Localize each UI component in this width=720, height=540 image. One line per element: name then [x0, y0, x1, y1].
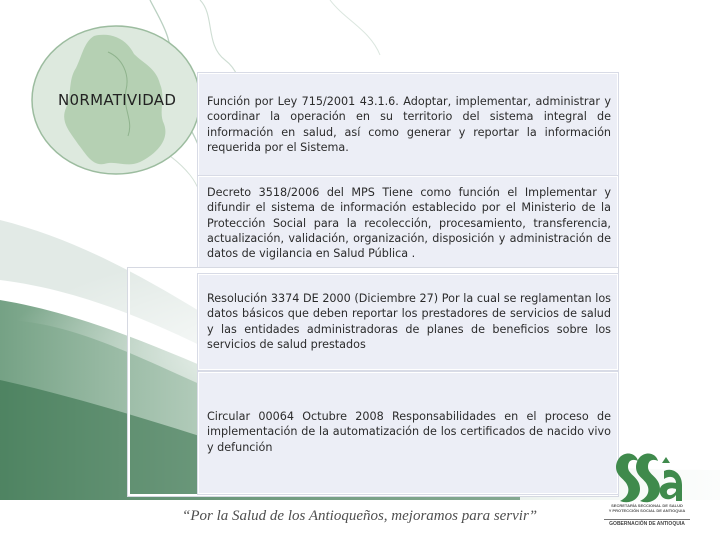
normative-text-1: Función por Ley 715/2001 43.1.6. Adoptar, implementar, administrar y coordinar la operación en su territorio del sistema integral de información en salud, así como generar y reportar la información requerida por el Sistema.	[207, 95, 611, 154]
normative-card-2	[198, 176, 618, 268]
normative-text-4: Circular 00064 Octubre 2008 Responsabilidades en el proceso de implementación de la automatización de los certificados de nacido vivo y defunción	[207, 410, 611, 454]
ssa-logo-icon	[606, 445, 690, 529]
normative-text-2: Decreto 3518/2006 del MPS Tiene como función el Implementar y difundir el sistema de información establecido por el Ministerio de la Protección Social para la recolección, procesamiento, transferencia, actualización, validación, organización, disposición y administración de datos de vigilancia en Salud Pública .	[207, 186, 611, 261]
logo-secretaria-text	[604, 503, 690, 513]
logo-line-1: SECRETARÍA SECCIONAL DE SALUD	[611, 503, 683, 508]
logo-gobernacion-text: GOBERNACIÓN DE ANTIOQUIA	[604, 519, 690, 527]
normative-card-1	[198, 73, 618, 176]
page-title: N0RMATIVIDAD	[58, 91, 177, 109]
logo-line-2: Y PROTECCIÓN SOCIAL DE ANTIOQUIA	[608, 508, 686, 513]
normative-text-3: Resolución 3374 DE 2000 (Diciembre 27) Por la cual se reglamentan los datos básicos que deben reportar los prestadores de servicios de salud y las entidades administradoras de planes de beneficios sobre los servicios de salud prestados	[207, 292, 611, 351]
normative-card-3	[198, 274, 618, 370]
normative-card-4	[198, 372, 618, 494]
slogan: “Por la Salud de los Antioqueños, mejoramos para servir”	[182, 508, 538, 524]
